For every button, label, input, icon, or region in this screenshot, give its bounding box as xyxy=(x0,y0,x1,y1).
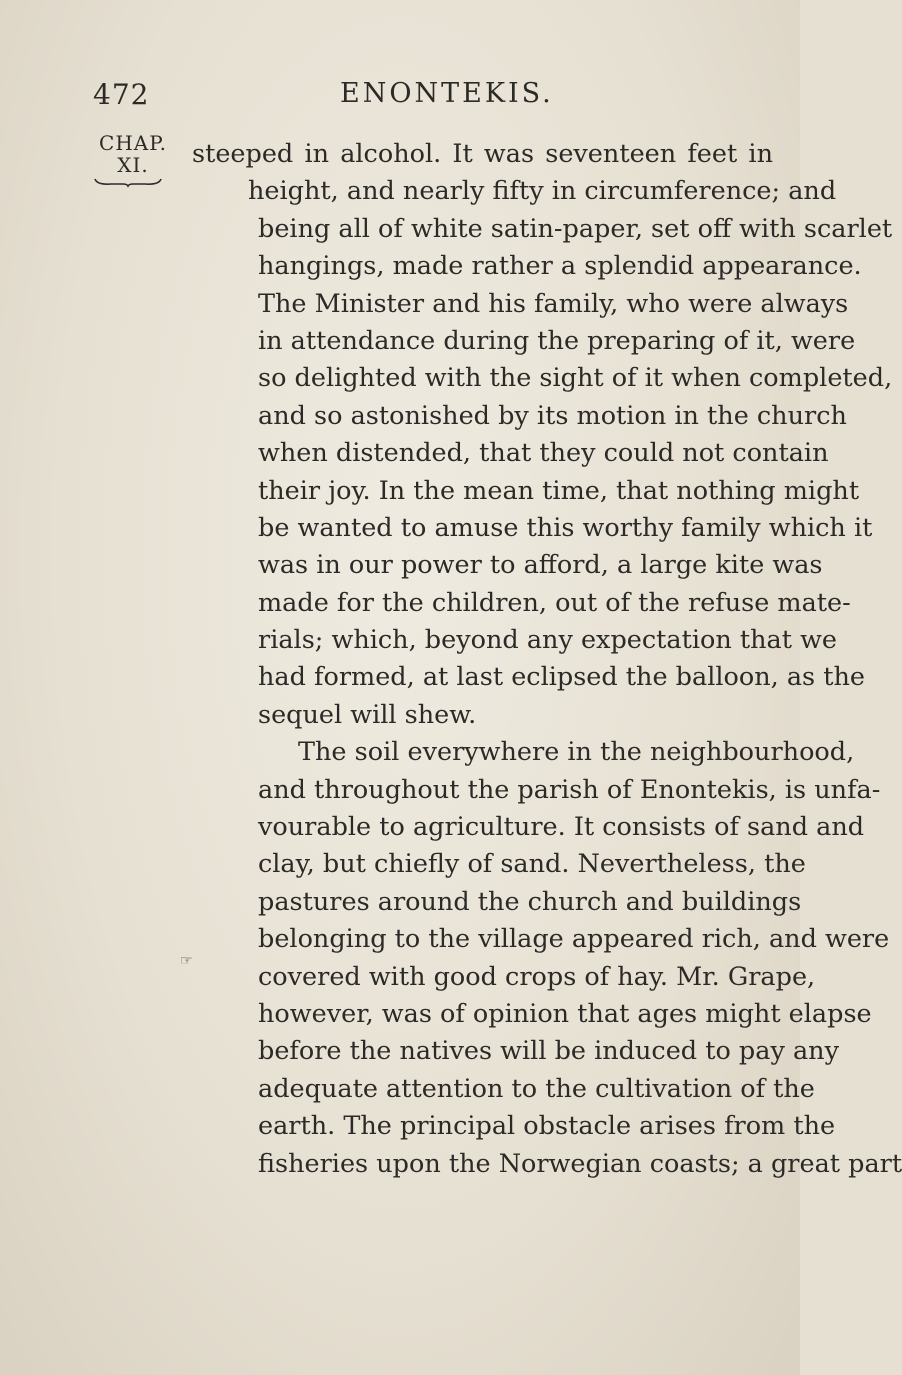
text-line: made for the children, out of the refuse mate- xyxy=(258,587,851,618)
text-line: be wanted to amuse this worthy family which it xyxy=(258,512,873,543)
running-title: ENONTEKIS. xyxy=(340,78,554,109)
text-line: belonging to the village appeared rich, and were xyxy=(258,924,890,955)
text-line: being all of white satin-paper, set off with scarlet xyxy=(258,213,893,244)
text-line: pastures around the church and buildings xyxy=(258,886,802,917)
text-line: The soil everywhere in the neighbourhood, xyxy=(298,737,855,768)
text-line: was in our power to afford, a large kite was xyxy=(258,550,823,581)
text-line: clay, but chiefly of sand. Nevertheless, the xyxy=(258,849,806,880)
text-line: earth. The principal obstacle arises from the xyxy=(258,1111,836,1142)
text-line: and so astonished by its motion in the church xyxy=(258,400,847,431)
text-line: steeped in alcohol. It was seventeen feet in xyxy=(192,139,773,169)
text-line: sequel will shew. xyxy=(258,699,477,730)
text-line: so delighted with the sight of it when completed, xyxy=(258,363,893,394)
text-line: height, and nearly fifty in circumference; and xyxy=(248,176,837,207)
page-number: 472 xyxy=(93,78,150,111)
text-line: when distended, that they could not contain xyxy=(258,438,829,469)
text-line: fisheries upon the Norwegian coasts; a great part xyxy=(258,1148,902,1179)
text-line: however, was of opinion that ages might elapse xyxy=(258,998,872,1029)
text-line: had formed, at last eclipsed the balloon, as the xyxy=(258,662,866,693)
text-line: adequate attention to the cultivation of the xyxy=(258,1073,815,1104)
chapter-label: CHAP. xyxy=(99,131,167,155)
text-line: rials; which, beyond any expectation that we xyxy=(258,625,838,656)
text-line: vourable to agriculture. It consists of sand and xyxy=(258,812,865,843)
text-line: before the natives will be induced to pay any xyxy=(258,1036,839,1067)
chapter-number: XI. xyxy=(117,153,149,177)
chapter-marker xyxy=(88,132,178,176)
text-line: their joy. In the mean time, that nothing might xyxy=(258,475,860,506)
text-line: covered with good crops of hay. Mr. Grape, xyxy=(258,961,816,992)
text-line: The Minister and his family, who were always xyxy=(258,288,849,319)
text-line: and throughout the parish of Enontekis, is unfa- xyxy=(258,774,881,805)
pointing-hand-icon: ☞ xyxy=(180,953,193,969)
text-line: in attendance during the preparing of it, were xyxy=(258,325,856,356)
text-line: hangings, made rather a splendid appearance. xyxy=(258,251,862,282)
brace-icon xyxy=(93,177,163,187)
body-text xyxy=(192,136,902,1183)
